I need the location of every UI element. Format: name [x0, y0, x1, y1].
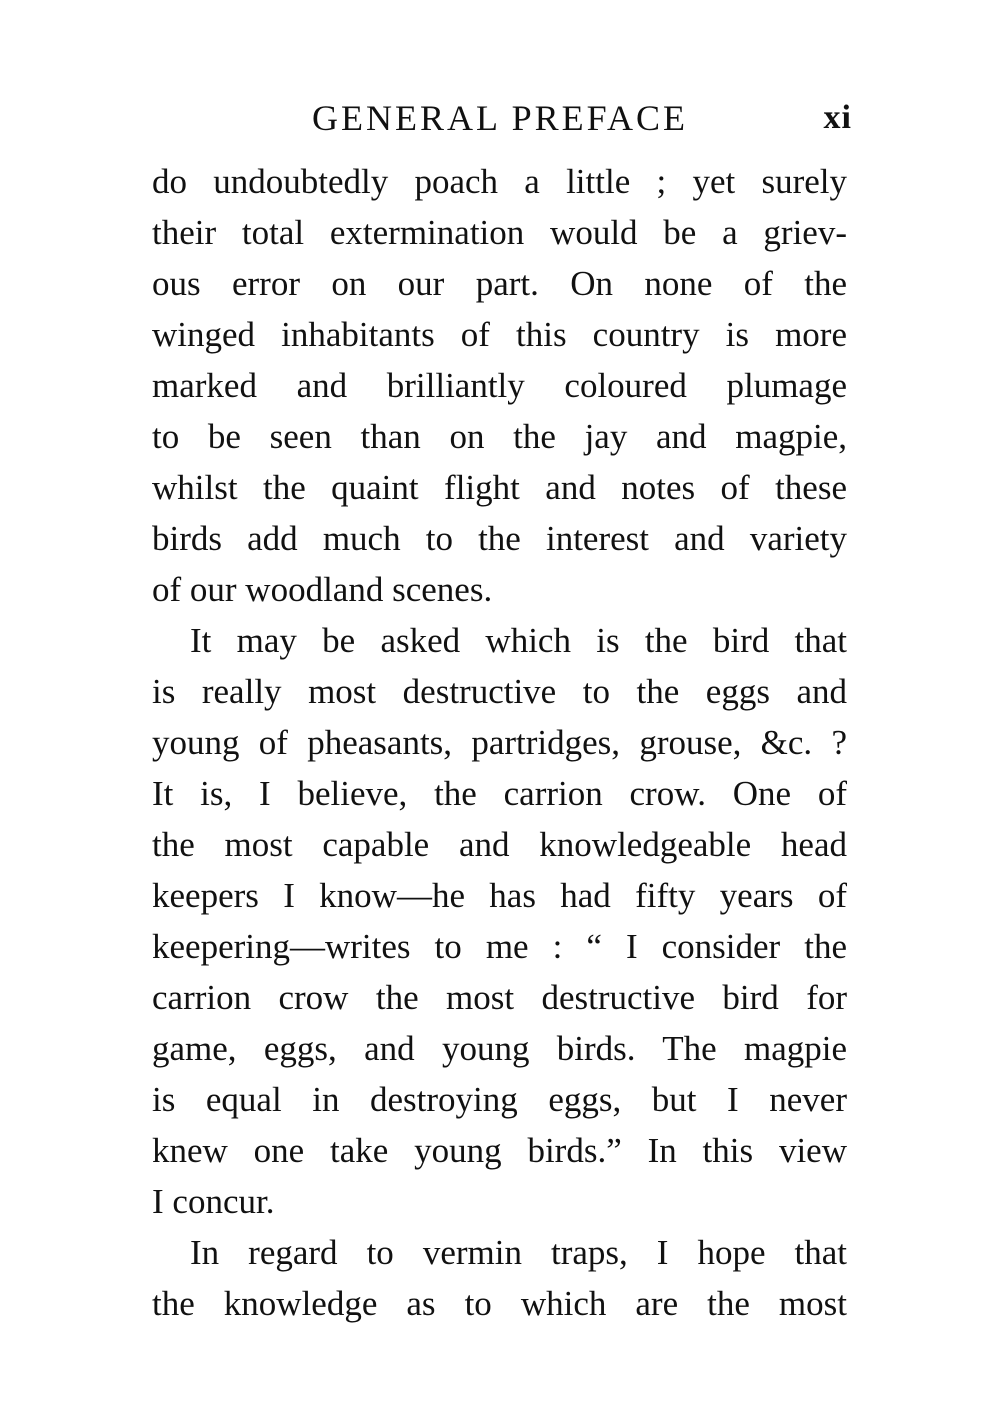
running-head: [152, 94, 852, 142]
text-line: is equal in destroying eggs, but I never: [152, 1080, 847, 1119]
text-line: the most capable and knowledgeable head: [152, 825, 847, 864]
paragraph-first-line: In regard to vermin traps, I hope that: [190, 1233, 847, 1272]
body-text: [152, 156, 847, 1329]
text-line: to be seen than on the jay and magpie,: [152, 417, 847, 456]
text-line: knew one take young birds.” In this view: [152, 1131, 847, 1170]
text-line: carrion crow the most destructive bird for: [152, 978, 847, 1017]
text-line: birds add much to the interest and variety: [152, 519, 847, 558]
text-line: keepering—writes to me : “ I consider the: [152, 927, 847, 966]
text-line: is really most destructive to the eggs and: [152, 672, 847, 711]
page-number: xi: [823, 99, 852, 136]
text-line: It is, I believe, the carrion crow. One of: [152, 774, 847, 813]
paragraph-first-line: It may be asked which is the bird that: [190, 621, 847, 660]
text-line: ous error on our part. On none of the: [152, 264, 847, 303]
text-line: do undoubtedly poach a little ; yet surely: [152, 162, 847, 201]
text-line: whilst the quaint flight and notes of these: [152, 468, 847, 507]
text-line: of our woodland scenes.: [152, 570, 493, 609]
text-line: marked and brilliantly coloured plumage: [152, 366, 847, 405]
text-line: keepers I know—he has had fifty years of: [152, 876, 847, 915]
text-line: game, eggs, and young birds. The magpie: [152, 1029, 847, 1068]
text-line: their total extermination would be a griev-: [152, 213, 847, 252]
text-line: young of pheasants, partridges, grouse, &c. ?: [152, 723, 847, 762]
text-line: I concur.: [152, 1182, 275, 1221]
page-title: GENERAL PREFACE: [312, 98, 689, 138]
text-line: the knowledge as to which are the most: [152, 1284, 847, 1323]
text-line: winged inhabitants of this country is more: [152, 315, 847, 354]
